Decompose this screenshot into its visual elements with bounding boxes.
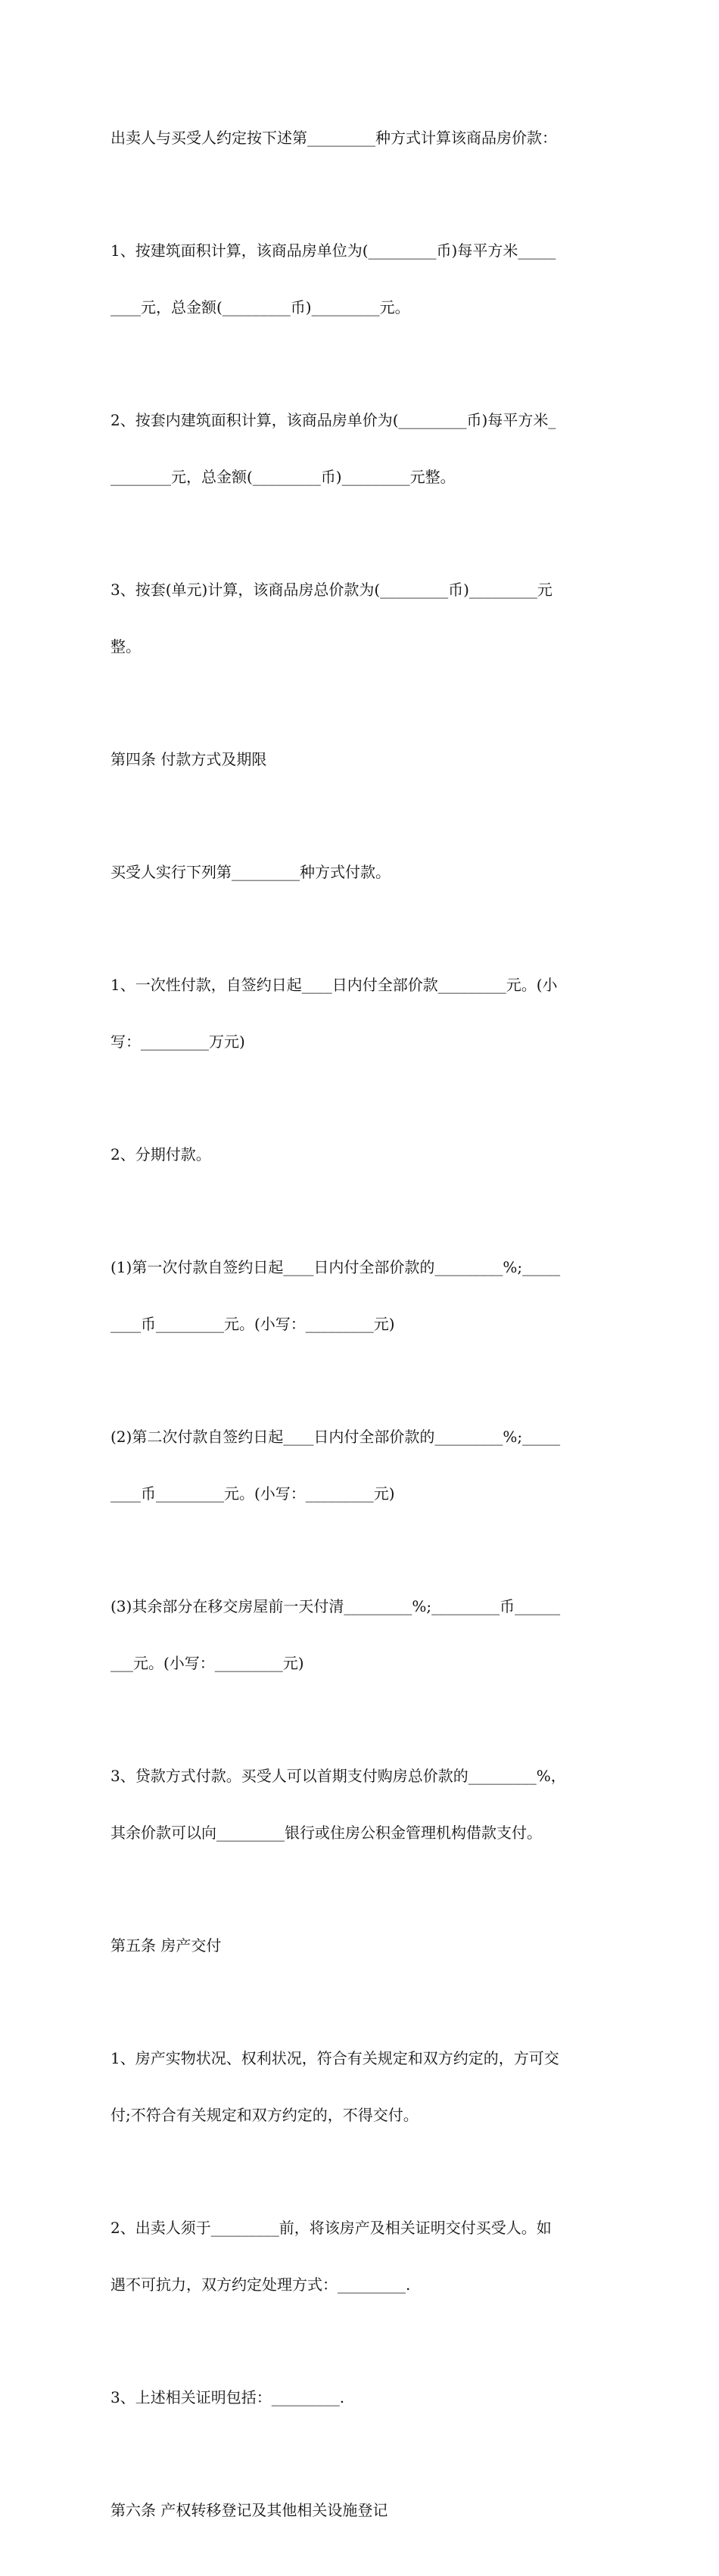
section-heading-article-4 [110,712,612,807]
document-body [110,91,612,2576]
paragraph-delivery-deadline [110,2181,612,2332]
text-line: 2、按套内建筑面积计算，该商品房单价为(_________币)每平方米_ [110,411,556,429]
paragraph-price-by-area [110,204,612,355]
text-line: 3、上述相关证明包括：_________. [110,2388,345,2406]
text-line: (1)第一次付款自签约日起____日内付全部价款的_________%;_____ [110,1258,561,1276]
text-line: 第六条 产权转移登记及其他相关设施登记 [110,2501,388,2519]
paragraph-payment-method [110,825,612,920]
text-line: 第五条 房产交付 [110,1936,222,1955]
text-line: 整。 [110,637,141,656]
text-line: 2、出卖人须于_________前，将该房产及相关证明交付买受人。如 [110,2219,552,2237]
paragraph-remaining-installment [110,1559,612,1711]
section-heading-article-5 [110,1899,612,1993]
text-line: ____币_________元。(小写：_________元) [110,1315,395,1333]
text-line: 遇不可抗力，双方约定处理方式：_________. [110,2275,411,2294]
paragraph-loan-payment [110,1729,612,1880]
text-line: 2、分期付款。 [110,1145,211,1163]
text-line: 1、按建筑面积计算，该商品房单位为(_________币)每平方米_____ [110,241,556,260]
paragraph-price-by-unit [110,543,612,694]
text-line: (3)其余部分在移交房屋前一天付清_________%;_________币______ [110,1597,561,1615]
text-line: 其余价款可以向_________银行或住房公积金管理机构借款支付。 [110,1824,542,1842]
text-line: 第四条 付款方式及期限 [110,750,267,768]
text-line: 出卖人与买受人约定按下述第_________种方式计算该商品房价款： [110,129,557,147]
text-line: ____元，总金额(_________币)_________元。 [110,298,410,316]
paragraph-delivery-conditions [110,2011,612,2163]
text-line: 3、按套(单元)计算，该商品房总价款为(_________币)_________元 [110,581,552,599]
text-line: 3、贷款方式付款。买受人可以首期支付购房总价款的_________%， [110,1767,566,1785]
paragraph-second-installment [110,1390,612,1541]
paragraph-first-installment [110,1220,612,1372]
text-line: 付;不符合有关规定和双方约定的，不得交付。 [110,2106,419,2124]
text-line: ___元。(小写：_________元) [110,1654,304,1672]
text-line: 写：_________万元) [110,1033,245,1051]
paragraph-related-certificates [110,2350,612,2445]
paragraph-price-by-inner-area [110,373,612,525]
section-heading-article-6 [110,2463,612,2558]
text-line: 买受人实行下列第_________种方式付款。 [110,863,391,881]
text-line: 1、一次性付款，自签约日起____日内付全部价款_________元。(小 [110,976,558,994]
paragraph-installment-payment [110,1107,612,1202]
paragraph-lump-sum-payment [110,938,612,1089]
text-line: (2)第二次付款自签约日起____日内付全部价款的_________%;_____ [110,1428,561,1446]
text-line: ____币_________元。(小写：_________元) [110,1484,395,1503]
paragraph-price-method [110,91,612,185]
text-line: 1、房产实物状况、权利状况，符合有关规定和双方约定的，方可交 [110,2049,559,2067]
text-line: ________元，总金额(_________币)_________元整。 [110,468,456,486]
